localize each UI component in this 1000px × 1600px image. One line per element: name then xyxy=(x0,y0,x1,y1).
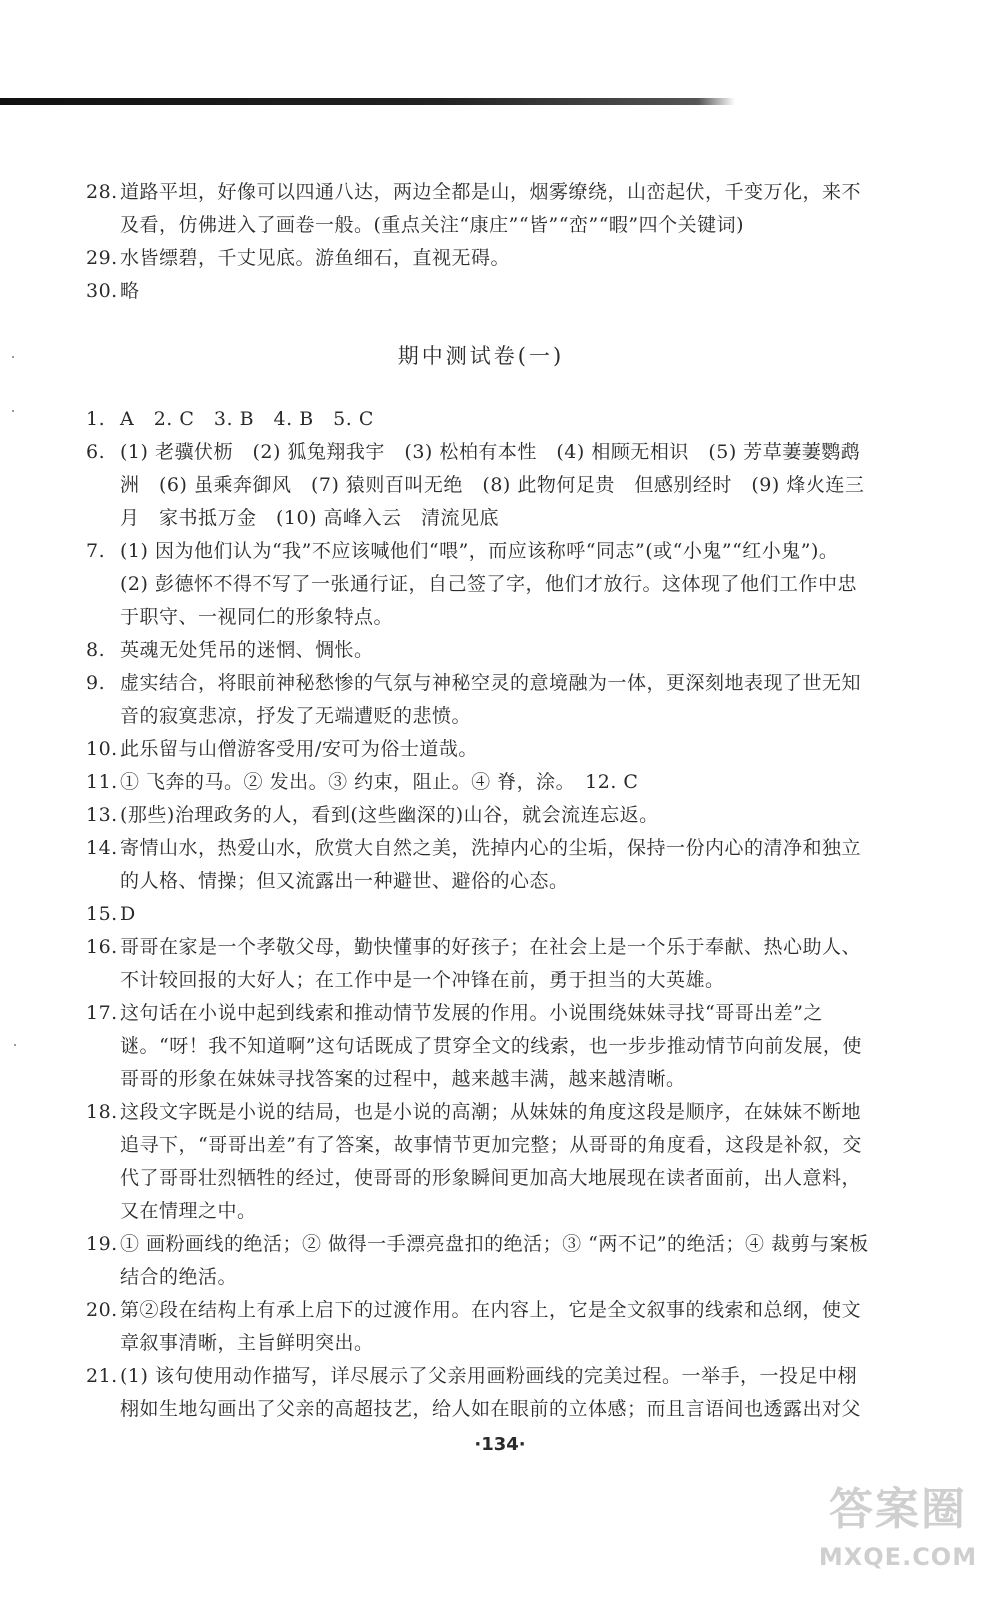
answer-text: ① 飞奔的马。② 发出。③ 约束，阻止。④ 脊，涂。 12. C xyxy=(120,771,639,793)
answer-list-top xyxy=(86,176,876,308)
answer-number: 11. xyxy=(86,771,118,793)
answer-text: 寄情山水，热爱山水，欣赏大自然之美，洗掉内心的尘垢，保持一份内心的清净和独立的人格、情操；但又流露出一种避世、避俗的心态。 xyxy=(120,837,862,892)
answer-number: 19. xyxy=(86,1233,118,1255)
answer-number: 21. xyxy=(86,1365,118,1387)
answer-item xyxy=(86,832,876,898)
answer-number: 28. xyxy=(86,181,118,203)
answer-text: 略 xyxy=(120,280,140,302)
scan-speck xyxy=(14,1044,16,1046)
answer-text: 水皆缥碧，千丈见底。游鱼细石，直视无碍。 xyxy=(120,247,511,269)
watermark-url: MXQE.COM xyxy=(818,1543,978,1571)
answer-item xyxy=(86,535,876,568)
answer-number: 13. xyxy=(86,804,118,826)
watermark-logo xyxy=(814,1478,982,1590)
section-title: 期中测试卷(一) xyxy=(397,344,565,368)
answer-item xyxy=(86,1228,876,1294)
answer-item xyxy=(86,242,876,275)
answer-item xyxy=(86,1096,876,1228)
answer-text: (1) 该句使用动作描写，详尽展示了父亲用画粉画线的完美过程。一举手，一投足中栩栩如生地勾画出了父亲的高超技艺，给人如在眼前的立体感；而且言语间也透露出对父 xyxy=(120,1365,862,1420)
answer-text: 这段文字既是小说的结局，也是小说的高潮；从妹妹的角度这段是顺序，在妹妹不断地追寻下，“哥哥出差”有了答案，故事情节更加完整；从哥哥的角度看，这段是补叙，交代了哥哥壮烈牺牲的经过，使哥哥的形象瞬间更加高大地展现在读者面前，出人意料，又在情理之中。 xyxy=(120,1101,862,1222)
answer-number: 30. xyxy=(86,280,118,302)
answer-text: (1) 因为他们认为“我”不应该喊他们“喂”，而应该称呼“同志”(或“小鬼”“红小鬼”)。 xyxy=(120,540,839,562)
answer-text: 此乐留与山僧游客受用/安可为俗士道哉。 xyxy=(120,738,478,760)
answer-number: 18. xyxy=(86,1101,118,1123)
answer-text: 第②段在结构上有承上启下的过渡作用。在内容上，它是全文叙事的线索和总纲，使文章叙事清晰，主旨鲜明突出。 xyxy=(120,1299,862,1354)
answer-item xyxy=(86,931,876,997)
answer-text: ① 画粉画线的绝活；② 做得一手漂亮盘扣的绝活；③ “两不记”的绝活；④ 裁剪与案板结合的绝活。 xyxy=(120,1233,869,1288)
answer-item xyxy=(86,1294,876,1360)
scan-speck xyxy=(12,410,14,412)
answer-text: 道路平坦，好像可以四通八达，两边全都是山，烟雾缭绕，山峦起伏，千变万化，来不及看，仿佛进入了画卷一般。(重点关注“康庄”“皆”“峦”“暇”四个关键词) xyxy=(120,181,862,236)
answer-text: 这句话在小说中起到线索和推动情节发展的作用。小说围绕妹妹寻找“哥哥出差”之谜。“呀！我不知道啊”这句话既成了贯穿全文的线索，也一步步推动情节向前发展，使哥哥的形象在妹妹寻找答案的过程中，越来越丰满，越来越清晰。 xyxy=(120,1002,862,1090)
answer-item xyxy=(86,634,876,667)
answer-text: (2) 彭德怀不得不写了一张通行证，自己签了字，他们才放行。这体现了他们工作中忠于职守、一视同仁的形象特点。 xyxy=(120,573,857,628)
answer-item xyxy=(86,898,876,931)
answer-item xyxy=(86,275,876,308)
answer-text: (那些)治理政务的人，看到(这些幽深的)山谷，就会流连忘返。 xyxy=(120,804,659,826)
answer-number: 1. xyxy=(86,408,106,430)
answer-number: 9. xyxy=(86,672,106,694)
answer-item xyxy=(86,436,876,535)
answer-number: 6. xyxy=(86,441,106,463)
answer-number: 16. xyxy=(86,936,118,958)
answer-number: 7. xyxy=(86,540,106,562)
answer-item xyxy=(86,799,876,832)
answer-content xyxy=(86,176,876,1426)
answer-text: D xyxy=(120,903,136,925)
answer-item xyxy=(86,733,876,766)
answer-number: 14. xyxy=(86,837,118,859)
answer-text: 虚实结合，将眼前神秘愁惨的气氛与神秘空灵的意境融为一体，更深刻地表现了世无知音的寂寞悲凉，抒发了无端遭贬的悲愤。 xyxy=(120,672,862,727)
answer-item xyxy=(86,766,876,799)
answer-text: (1) 老骥伏枥 (2) 狐兔翔我宇 (3) 松柏有本性 (4) 相顾无相识 (5) 芳草萋萋鹦鹉洲 (6) 虽乘奔御风 (7) 猿则百叫无绝 (8) 此物何足贵 但感别经时 (9) 烽火连三月 家书抵万金 (10) 高峰入云 清流见底 xyxy=(120,441,865,529)
answer-item xyxy=(86,1360,876,1426)
answer-list-midterm xyxy=(86,403,876,1426)
answer-number: 8. xyxy=(86,639,106,661)
answer-text: 哥哥在家是一个孝敬父母，勤快懂事的好孩子；在社会上是一个乐于奉献、热心助人、不计较回报的大好人；在工作中是一个冲锋在前，勇于担当的大英雄。 xyxy=(120,936,862,991)
answer-number: 29. xyxy=(86,247,118,269)
answer-text: 英魂无处凭吊的迷惘、惆怅。 xyxy=(120,639,374,661)
answer-number: 15. xyxy=(86,903,118,925)
watermark-logo-text: 答案圈 xyxy=(829,1484,967,1535)
answer-number: 20. xyxy=(86,1299,118,1321)
answer-item xyxy=(86,176,876,242)
scan-speck xyxy=(12,356,14,358)
answer-number: 10. xyxy=(86,738,118,760)
answer-text: A 2. C 3. B 4. B 5. C xyxy=(120,408,374,430)
answer-item xyxy=(86,667,876,733)
answer-item xyxy=(86,568,876,634)
top-rule xyxy=(0,98,735,105)
page-number: ·134· xyxy=(474,1434,526,1455)
answer-item xyxy=(86,403,876,436)
answer-item xyxy=(86,997,876,1096)
answer-number: 17. xyxy=(86,1002,118,1024)
